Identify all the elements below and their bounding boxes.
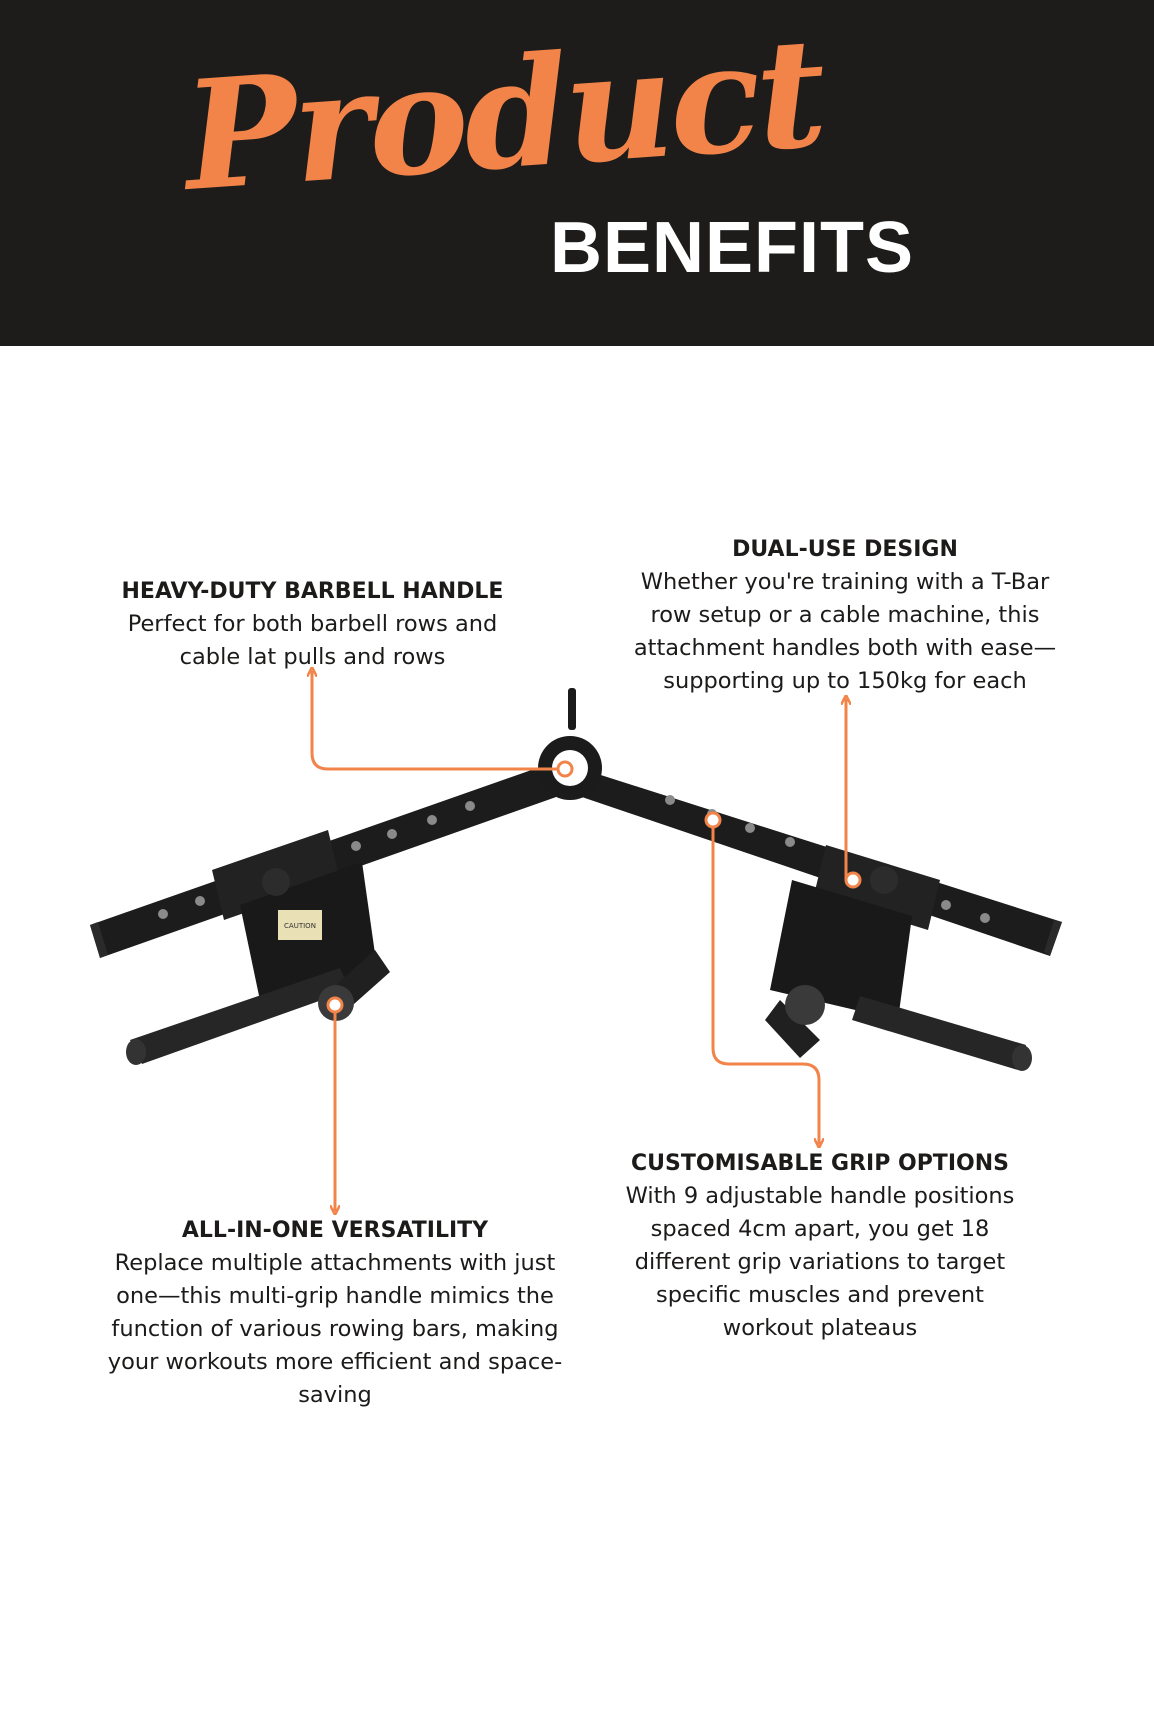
right-grip-assembly [765, 845, 1032, 1071]
callout-grip-options-body: With 9 adjustable handle positions spaced 4cm apart, you get 18 different grip variations to target specific muscles and prevent workout plateaus [625, 1183, 1015, 1341]
callout-dual-use-body: Whether you're training with a T-Bar row setup or a cable machine, this attachment handles both with ease—supporting up to 150kg for each [633, 569, 1057, 694]
callout-barbell-handle [100, 575, 525, 674]
connector-barbell-handle [312, 672, 565, 769]
callout-versatility-title: ALL-IN-ONE VERSATILITY [181, 1218, 489, 1243]
callout-barbell-handle-title: HEAVY-DUTY BARBELL HANDLE [121, 579, 504, 604]
hook-icon [568, 688, 576, 730]
callout-versatility [100, 1214, 570, 1412]
callout-barbell-handle-body: Perfect for both barbell rows and cable lat pulls and rows [127, 611, 498, 670]
callout-dual-use-title: DUAL-USE DESIGN [732, 537, 958, 562]
callout-grip-options [610, 1147, 1030, 1345]
callout-grip-options-title: CUSTOMISABLE GRIP OPTIONS [631, 1151, 1009, 1176]
callout-dual-use [620, 533, 1070, 698]
callout-versatility-body: Replace multiple attachments with just one—this multi-grip handle mimics the function of various rowing bars, making your workouts more efficient and space-saving [107, 1250, 563, 1408]
header-script-word: Product [178, 4, 828, 225]
header-bold-word: BENEFITS [550, 208, 915, 288]
caution-label: CAUTION [284, 922, 316, 930]
